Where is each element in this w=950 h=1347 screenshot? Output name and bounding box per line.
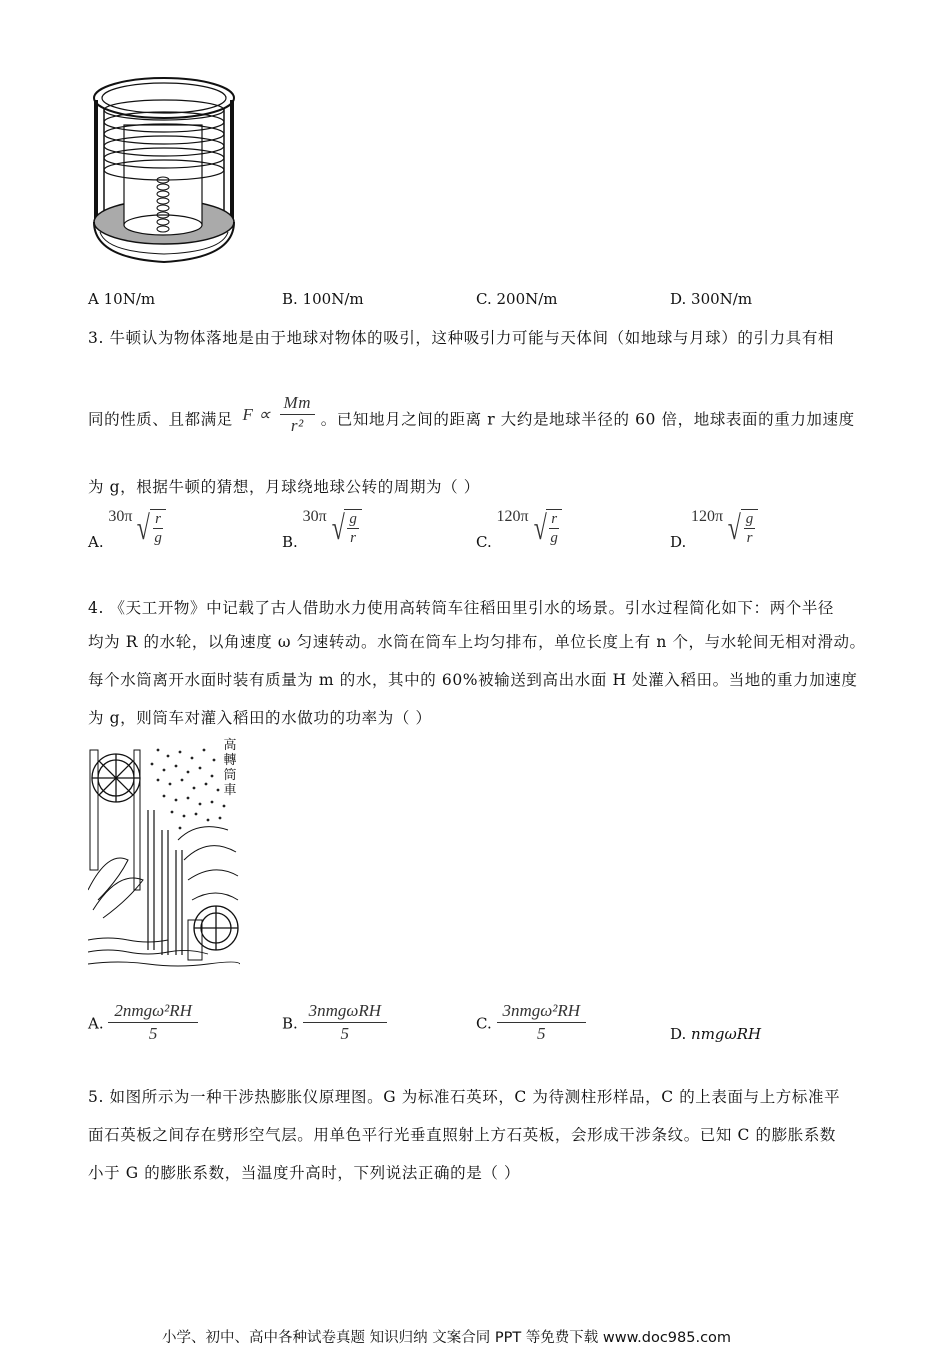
q3-gravity-formula (242, 392, 315, 437)
q4-line-3: 每个水筒离开水面时装有质量为 m 的水，其中的 60%被输送到高出水面 H 处灌入稻田。当地的重力加速度 (88, 671, 858, 689)
q3-formula-num: Mm (280, 392, 316, 415)
q4-option-c-num: 3nmgω²RH (497, 1000, 587, 1023)
q4-option-a-frac (108, 1000, 198, 1045)
caption-char-2: 轉 (223, 753, 237, 768)
q3-option-c-num: r (551, 511, 558, 527)
q3-option-b (282, 508, 362, 551)
q4-option-b-frac (303, 1000, 387, 1045)
q4-option-a (88, 1000, 198, 1045)
q3-line-2-post: 。已知地月之间的距离 r 大约是地球半径的 60 倍，地球表面的重力加速度 (320, 410, 855, 429)
q4-option-c-label: C. (476, 1014, 492, 1033)
q4-option-c-frac (497, 1000, 587, 1045)
caption-char-1: 高 (223, 738, 237, 753)
spring-apparatus-figure (86, 70, 246, 270)
q4-option-a-den: 5 (148, 1024, 158, 1043)
q3-option-a-coef: 30π (108, 508, 133, 525)
q3-option-a-sqrt: √ $\frac{r}{g}$ (134, 509, 166, 549)
q3-option-d (670, 508, 758, 551)
q4-option-b-den: 5 (340, 1024, 350, 1043)
caption-char-4: 車 (223, 783, 237, 798)
q2-option-a: A 10N/m (88, 290, 156, 308)
q3-option-c-coef: 120π (496, 508, 529, 525)
page-footer: 小学、初中、高中各种试卷真题 知识归纳 文案合同 PPT 等免费下载 www.doc985.com (162, 1330, 732, 1346)
q4-option-d (670, 1025, 761, 1043)
caption-char-3: 筒 (223, 768, 237, 783)
q2-option-c: C. 200N/m (476, 290, 558, 308)
q3-option-c (476, 508, 562, 551)
q3-option-b-coef: 30π (302, 508, 327, 525)
q4-option-c-den: 5 (537, 1024, 546, 1043)
q5-line-2: 面石英板之间存在劈形空气层。用单色平行光垂直照射上方石英板，会形成干涉条纹。已知 C 的膨胀系数 (88, 1126, 837, 1144)
q3-option-b-label: B. (282, 533, 298, 551)
q4-option-b-num: 3nmgωRH (303, 1000, 387, 1023)
q3-formula-den: r² (290, 416, 304, 435)
q3-option-a-den: g (154, 530, 162, 546)
q3-option-d-coef: 120π (691, 508, 724, 525)
q3-option-d-num: g (745, 511, 754, 527)
q3-option-d-label: D. (670, 533, 687, 551)
q4-option-b (282, 1000, 387, 1045)
q3-line-3: 为 g，根据牛顿的猜想，月球绕地球公转的周期为（ ） (88, 478, 480, 496)
q4-line-1: 4. 《天工开物》中记载了古人借助水力使用高转筒车往稻田里引水的场景。引水过程简化如下：两个半径 (88, 599, 835, 617)
q4-line-2: 均为 R 的水轮，以角速度 ω 匀速转动。水筒在筒车上均匀排布，单位长度上有 n 个，与水轮间无相对滑动。 (88, 633, 866, 651)
q4-option-a-label: A. (88, 1014, 104, 1033)
q3-option-b-num: g (349, 511, 357, 527)
q2-option-d: D. 300N/m (670, 290, 753, 308)
q3-option-b-den: r (350, 530, 356, 546)
q5-line-1: 5. 如图所示为一种干涉热膨胀仪原理图。G 为标准石英环，C 为待测柱形样品，C 的上表面与上方标准平 (88, 1088, 841, 1106)
q4-option-a-num: 2nmgω²RH (108, 1000, 198, 1023)
q4-option-c (476, 1000, 586, 1045)
q3-option-c-sqrt: √ $\frac{r}{g}$ (531, 509, 563, 549)
q3-option-d-den: r (746, 530, 753, 546)
q3-option-a (88, 508, 166, 551)
q3-option-d-sqrt: √ $\frac{g}{r}$ (725, 509, 758, 549)
q3-line-2-pre: 同的性质、且都满足 (88, 410, 233, 429)
q3-line-1: 3. 牛顿认为物体落地是由于地球对物体的吸引，这种吸引力可能与天体间（如地球与月球）的引力具有相 (88, 329, 835, 347)
q4-line-4: 为 g，则筒车对灌入稻田的水做功的功率为（ ） (88, 709, 432, 727)
q4-option-b-label: B. (282, 1014, 298, 1033)
q4-option-d-text: nmgωRH (691, 1025, 762, 1043)
q3-option-c-den: g (550, 530, 558, 546)
q3-option-a-num: r (155, 511, 161, 527)
waterwheel-illustration (88, 740, 240, 970)
q3-option-b-sqrt: √ $\frac{g}{r}$ (329, 509, 362, 549)
waterwheel-caption (222, 738, 238, 798)
q5-line-3: 小于 G 的膨胀系数，当温度升高时，下列说法正确的是（ ） (88, 1164, 521, 1182)
q3-line-2 (88, 392, 855, 437)
q4-option-d-label: D. (670, 1025, 687, 1043)
q3-option-c-label: C. (476, 533, 492, 551)
q3-formula-f: F ∝ (242, 404, 272, 424)
q2-option-b: B. 100N/m (282, 290, 364, 308)
q3-option-a-label: A. (88, 533, 104, 551)
